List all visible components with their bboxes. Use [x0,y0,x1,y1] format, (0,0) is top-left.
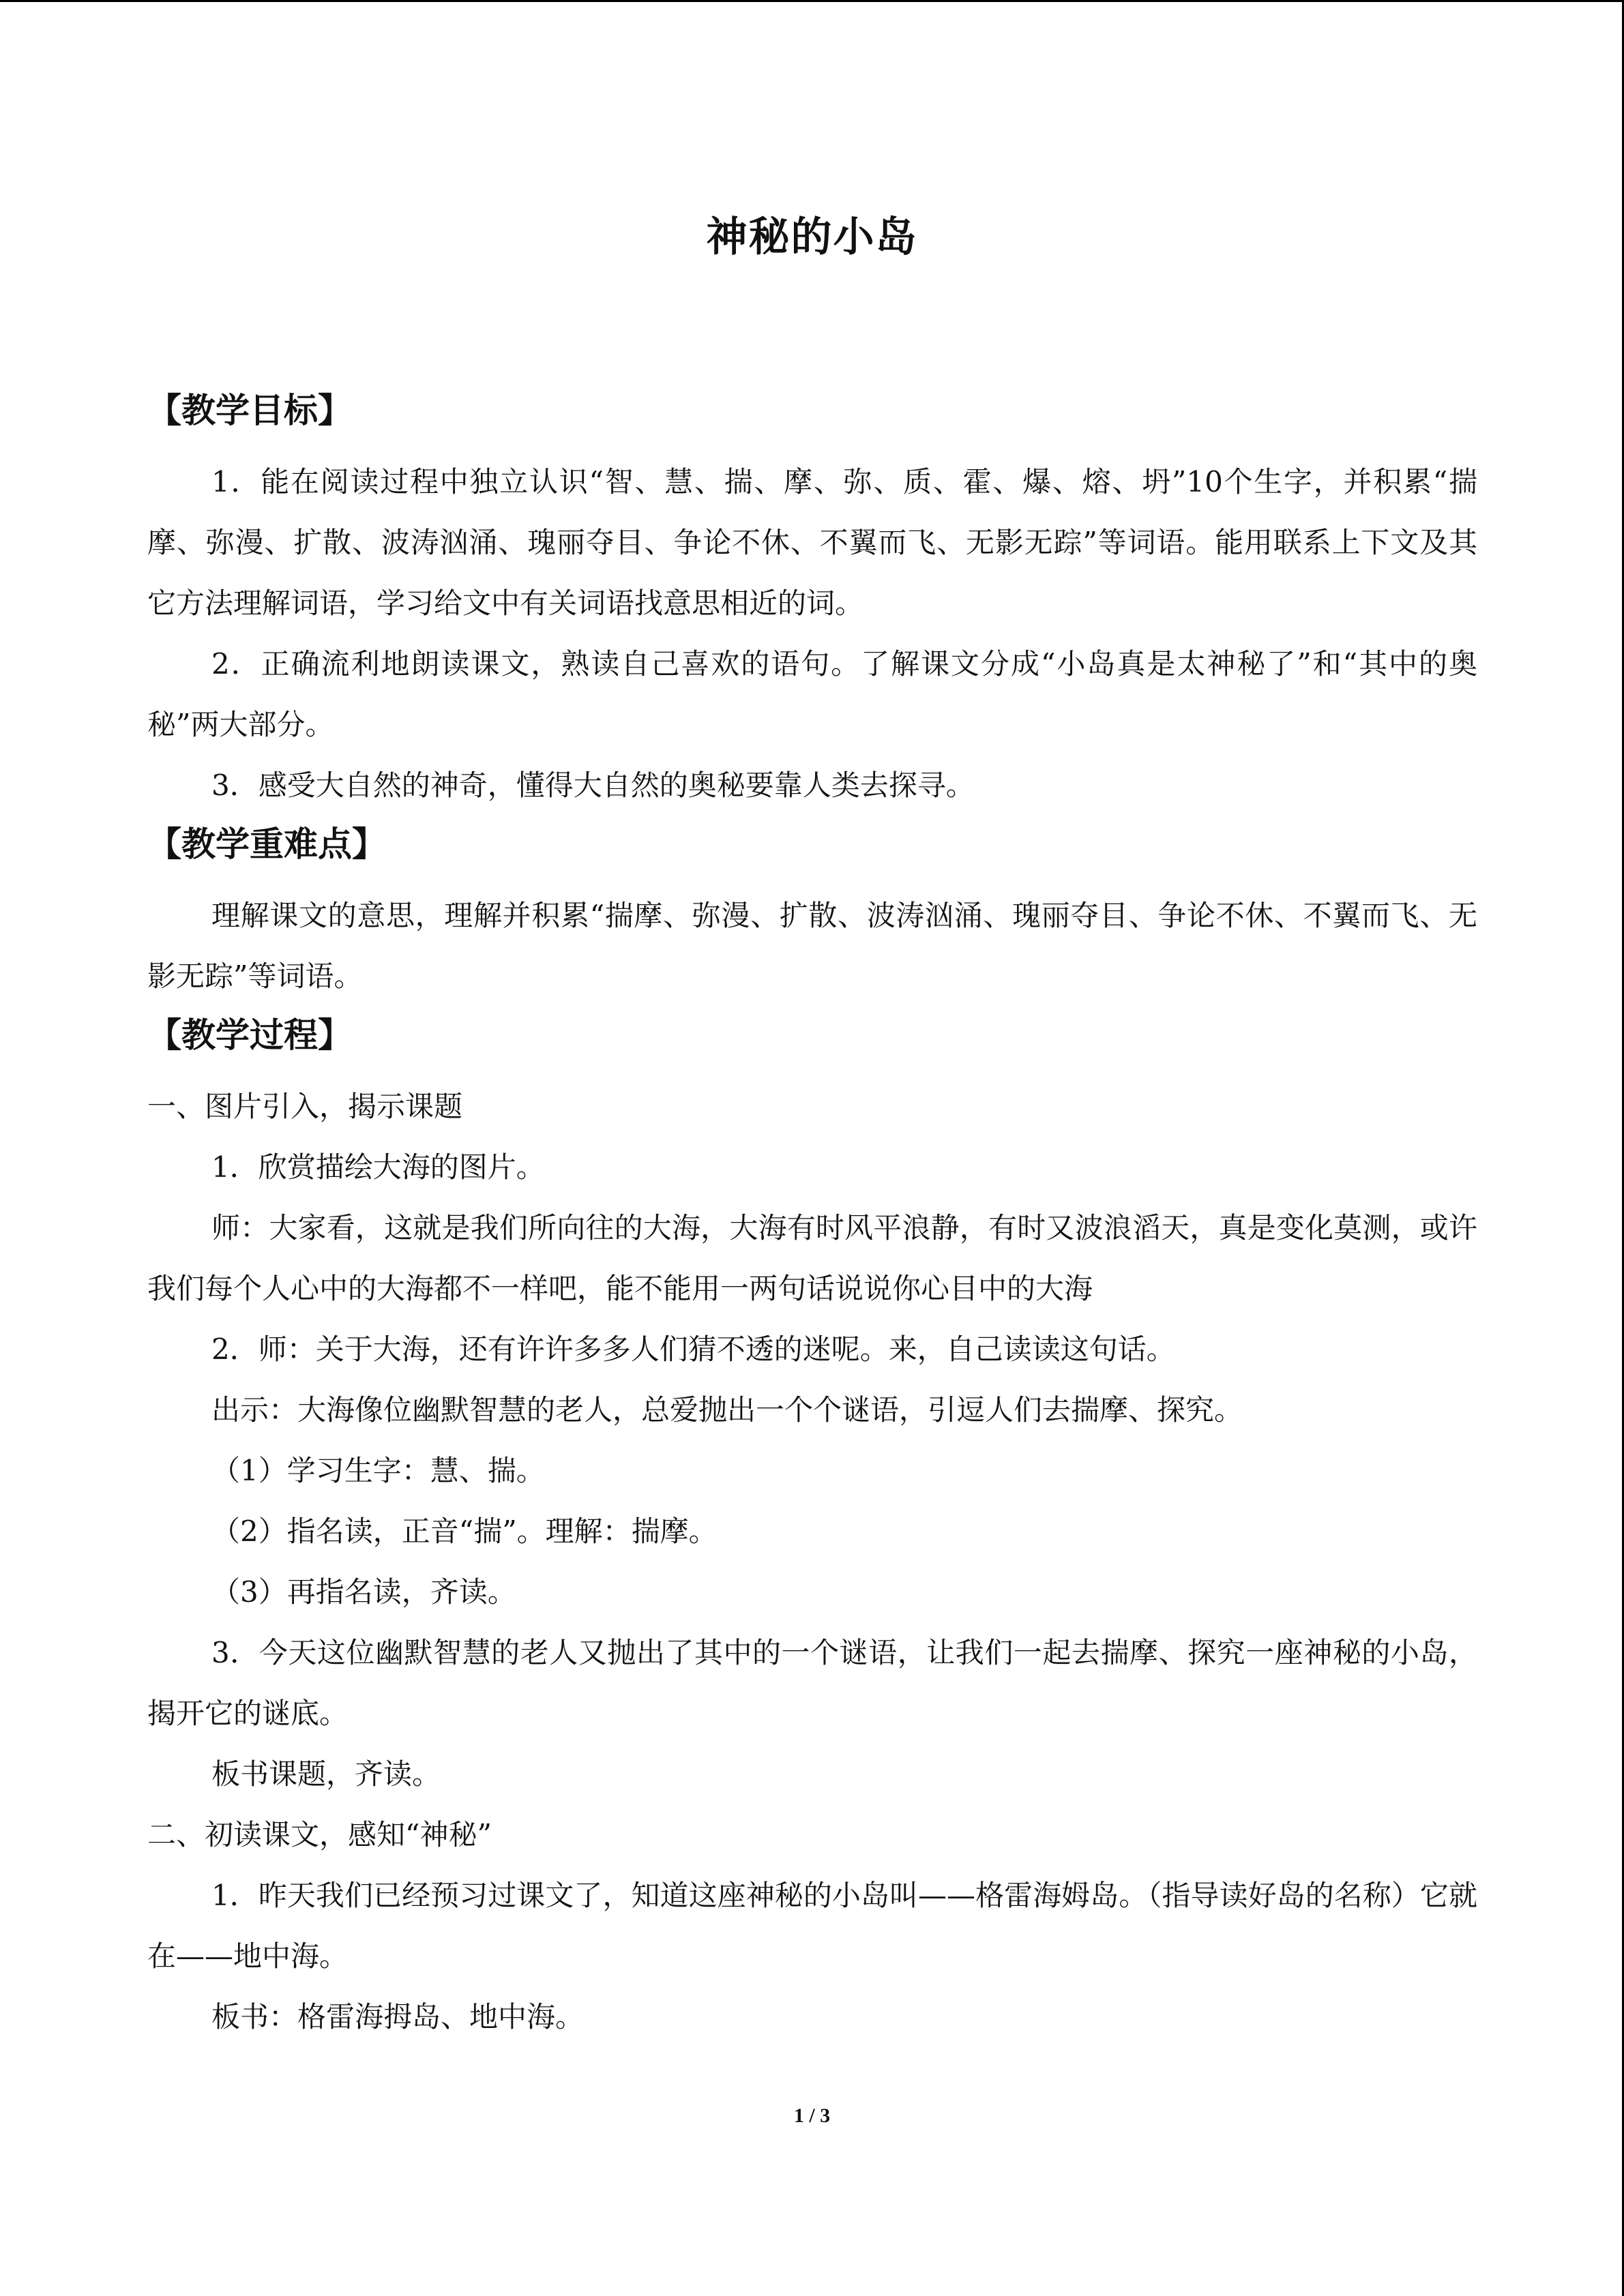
process-item: 2．师：关于大海，还有许许多多人们猜不透的迷呢。来，自己读读这句话。 [211,1332,1175,1366]
goal-item: 1．能在阅读过程中独立认识“智、慧、揣、摩、弥、质、霍、爆、熔、坍”10个生字，并积累“揣摩、弥漫、扩散、波涛汹涌、瑰丽夺目、争论不休、不翼而飞、无影无踪”等词语。能用联系上下文及其它方法理解词语，学习给文中有关词语找意思相近的词。 [147,465,1477,620]
process-item: 板书课题，齐读。 [211,1757,441,1791]
process-item: 板书：格雷海拇岛、地中海。 [211,2000,585,2033]
process-item: 师：大家看，这就是我们所向往的大海，大海有时风平浪静，有时又波浪滔天，真是变化莫测，或许我们每个人心中的大海都不一样吧，能不能用一两句话说说你心目中的大海 [147,1211,1477,1305]
process-part2-title: 二、初读课文，感知“神秘” [147,1818,492,1851]
goal-item: 2．正确流利地朗读课文，熟读自己喜欢的语句。了解课文分成“小岛真是太神秘了”和“其中的奥秘”两大部分。 [147,647,1477,741]
process-item: 出示：大海像位幽默智慧的老人，总爱抛出一个个谜语，引逗人们去揣摩、探究。 [211,1393,1243,1427]
process-subitem: （3）再指名读，齐读。 [211,1575,516,1609]
process-subitem: （1）学习生字：慧、揣。 [211,1454,545,1487]
goal-item: 3．感受大自然的神奇，懂得大自然的奥秘要靠人类去探寻。 [211,769,975,802]
process-part1-title: 一、图片引入，揭示课题 [147,1090,463,1123]
process-subitem: （2）指名读，正音“揣”。理解：揣摩。 [211,1515,718,1548]
page-border-top [0,0,1624,2]
section-heading-process: 【教学过程】 [147,1015,352,1055]
key-points-text: 理解课文的意思，理解并积累“揣摩、弥漫、扩散、波涛汹涌、瑰丽夺目、争论不休、不翼而飞、无影无踪”等词语。 [147,899,1477,993]
section-heading-key-points: 【教学重难点】 [147,824,386,864]
process-item: 1．昨天我们已经预习过课文了，知道这座神秘的小岛叫——格雷海姆岛。（指导读好岛的名称）它就在——地中海。 [147,1879,1477,1973]
document-title: 神秘的小岛 [706,213,918,261]
process-item: 3．今天这位幽默智慧的老人又抛出了其中的一个谜语，让我们一起去揣摩、探究一座神秘的小岛，揭开它的谜底。 [147,1636,1477,1730]
page-number: 1 / 3 [793,2104,831,2127]
process-item: 1．欣赏描绘大海的图片。 [211,1150,545,1184]
section-heading-goals: 【教学目标】 [147,391,352,430]
document-body [147,382,1477,2047]
